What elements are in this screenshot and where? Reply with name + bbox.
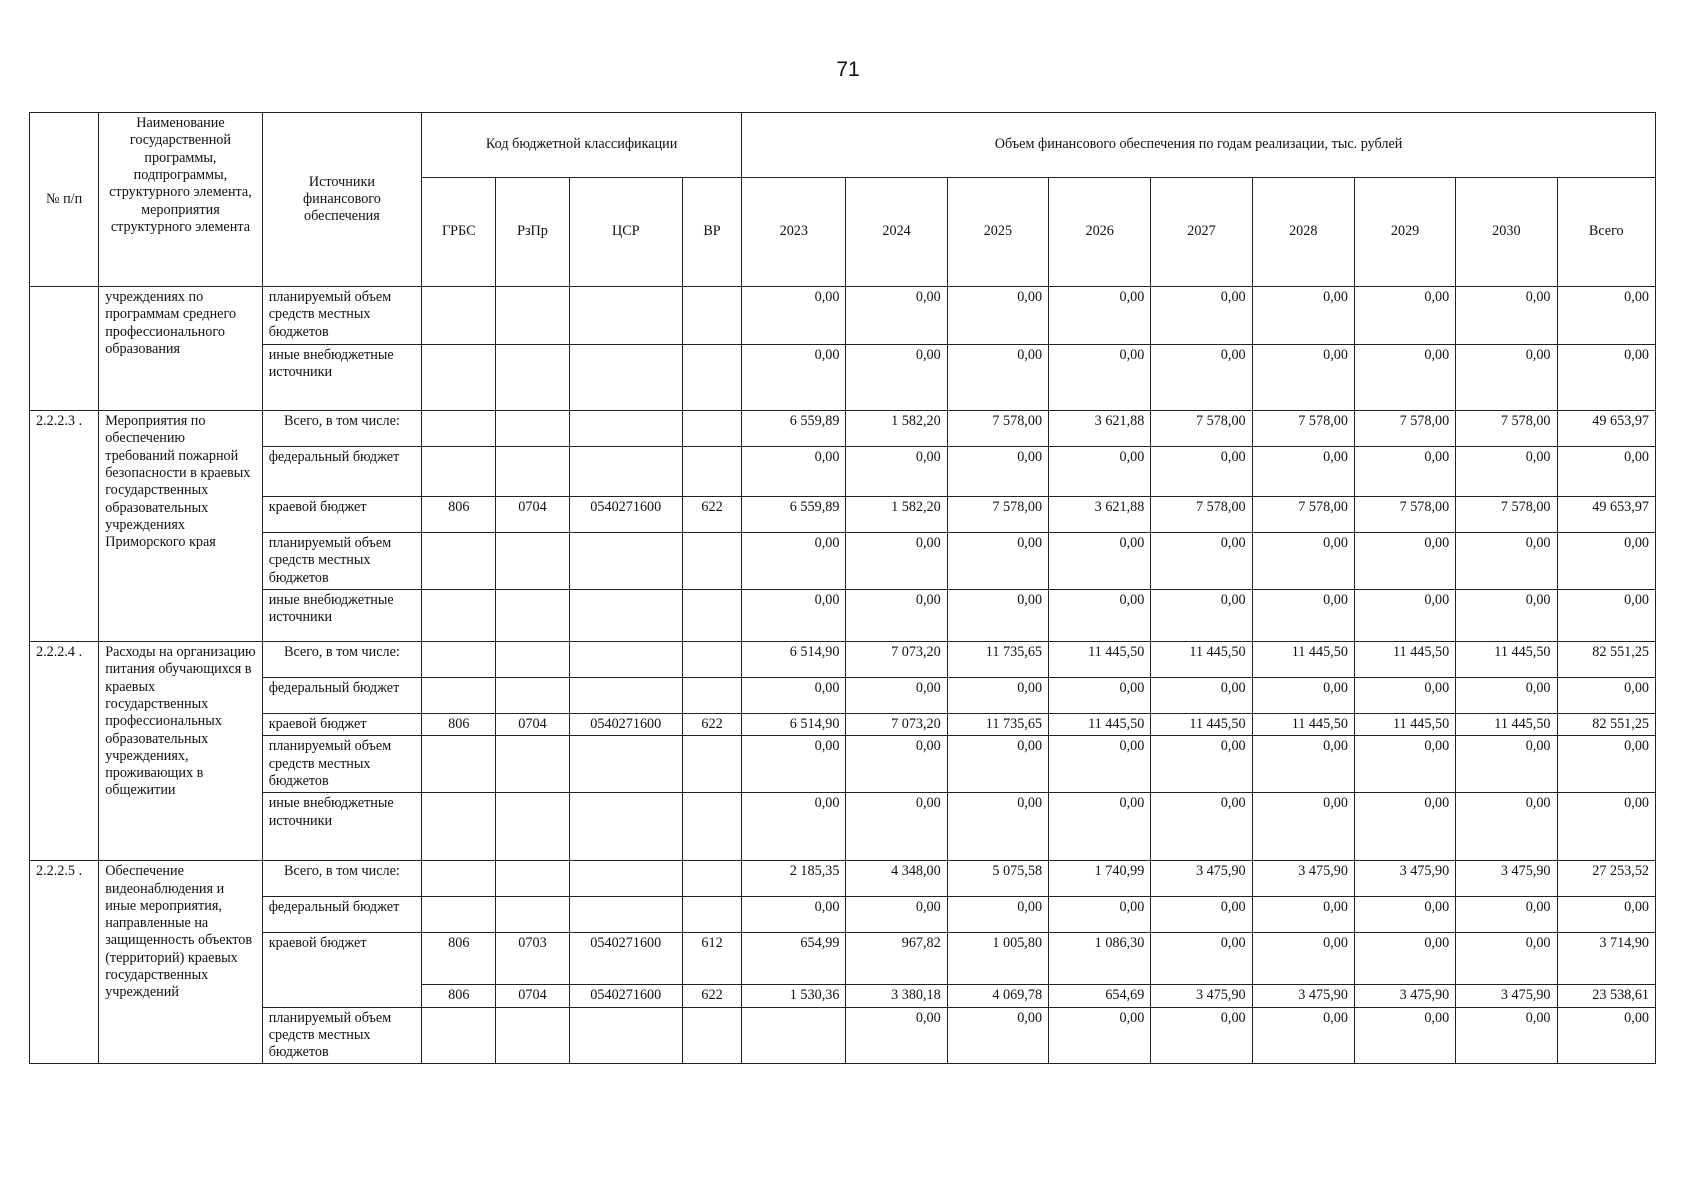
code-vr bbox=[682, 1007, 741, 1064]
row-source: планируемый объем средств местных бюджетов bbox=[262, 736, 421, 793]
year-value: 654,69 bbox=[1049, 985, 1151, 1007]
row-measure-name: учреждениях по программам среднего профессионального образования bbox=[99, 287, 262, 411]
code-grbs bbox=[422, 345, 496, 411]
year-value: 0,00 bbox=[846, 345, 947, 411]
table-row bbox=[30, 497, 1656, 533]
header-finance-group: Объем финансового обеспечения по годам реализации, тыс. рублей bbox=[742, 113, 1656, 178]
header-year: 2029 bbox=[1354, 178, 1455, 287]
code-grbs: 806 bbox=[422, 713, 496, 735]
year-value: 1 086,30 bbox=[1049, 933, 1151, 985]
code-rzpr: 0704 bbox=[496, 985, 569, 1007]
code-vr: 622 bbox=[682, 713, 741, 735]
year-value: 0,00 bbox=[1252, 933, 1354, 985]
year-value: 0,00 bbox=[1049, 447, 1151, 497]
year-value: 2 185,35 bbox=[742, 861, 846, 897]
total-value: 0,00 bbox=[1557, 287, 1655, 345]
year-value: 0,00 bbox=[742, 345, 846, 411]
header-source: Источники финансового обеспечения bbox=[262, 113, 421, 287]
year-value: 0,00 bbox=[742, 287, 846, 345]
year-value: 3 475,90 bbox=[1456, 985, 1557, 1007]
year-value: 0,00 bbox=[1354, 933, 1455, 985]
year-value: 0,00 bbox=[846, 589, 947, 641]
year-value: 6 559,89 bbox=[742, 411, 846, 447]
year-value: 7 073,20 bbox=[846, 713, 947, 735]
code-vr bbox=[682, 736, 741, 793]
code-grbs bbox=[422, 897, 496, 933]
code-grbs: 806 bbox=[422, 497, 496, 533]
year-value: 7 578,00 bbox=[1354, 497, 1455, 533]
code-vr: 612 bbox=[682, 933, 741, 985]
row-source: федеральный бюджет bbox=[262, 447, 421, 497]
year-value: 4 069,78 bbox=[947, 985, 1048, 1007]
table-row bbox=[30, 641, 1656, 677]
row-source: федеральный бюджет bbox=[262, 897, 421, 933]
year-value: 0,00 bbox=[1354, 897, 1455, 933]
code-rzpr bbox=[496, 447, 569, 497]
year-value: 0,00 bbox=[742, 589, 846, 641]
code-vr bbox=[682, 447, 741, 497]
year-value: 0,00 bbox=[1151, 736, 1252, 793]
year-value: 11 445,50 bbox=[1252, 713, 1354, 735]
year-value: 0,00 bbox=[1456, 1007, 1557, 1064]
year-value: 7 578,00 bbox=[1456, 411, 1557, 447]
header-name: Наименование государственной программы, подпрограммы, структурного элемента, мероприятия структурного элемента bbox=[99, 113, 262, 287]
row-number: 2.2.2.3 . bbox=[30, 411, 99, 642]
year-value: 0,00 bbox=[1252, 677, 1354, 713]
year-value: 7 578,00 bbox=[1456, 497, 1557, 533]
year-value: 3 475,90 bbox=[1151, 985, 1252, 1007]
year-value: 7 578,00 bbox=[947, 497, 1048, 533]
table-row bbox=[30, 933, 1656, 985]
table-row bbox=[30, 533, 1656, 590]
year-value: 6 559,89 bbox=[742, 497, 846, 533]
code-csr bbox=[569, 411, 682, 447]
year-value: 0,00 bbox=[947, 736, 1048, 793]
year-value: 0,00 bbox=[1456, 897, 1557, 933]
code-rzpr bbox=[496, 897, 569, 933]
code-csr bbox=[569, 861, 682, 897]
code-csr: 0540271600 bbox=[569, 985, 682, 1007]
code-rzpr bbox=[496, 287, 569, 345]
row-source: федеральный бюджет bbox=[262, 677, 421, 713]
year-value: 0,00 bbox=[846, 736, 947, 793]
table-row bbox=[30, 1007, 1656, 1064]
row-source: планируемый объем средств местных бюджетов bbox=[262, 287, 421, 345]
page-number: 71 bbox=[836, 58, 860, 81]
year-value: 0,00 bbox=[1354, 345, 1455, 411]
year-value: 0,00 bbox=[846, 677, 947, 713]
row-number: 2.2.2.4 . bbox=[30, 641, 99, 860]
table-row bbox=[30, 447, 1656, 497]
code-vr bbox=[682, 897, 741, 933]
year-value: 0,00 bbox=[1151, 677, 1252, 713]
year-value: 0,00 bbox=[1456, 589, 1557, 641]
year-value: 0,00 bbox=[742, 897, 846, 933]
total-value: 0,00 bbox=[1557, 447, 1655, 497]
row-source: краевой бюджет bbox=[262, 713, 421, 735]
table-row bbox=[30, 713, 1656, 735]
code-rzpr: 0704 bbox=[496, 497, 569, 533]
year-value: 0,00 bbox=[1354, 677, 1455, 713]
year-value: 1 005,80 bbox=[947, 933, 1048, 985]
year-value: 11 445,50 bbox=[1252, 641, 1354, 677]
budget-table bbox=[29, 112, 1656, 1064]
total-value: 82 551,25 bbox=[1557, 641, 1655, 677]
row-number bbox=[30, 287, 99, 411]
year-value: 0,00 bbox=[1252, 793, 1354, 861]
row-source: Всего, в том числе: bbox=[262, 641, 421, 677]
year-value: 0,00 bbox=[947, 287, 1048, 345]
year-value: 0,00 bbox=[1354, 1007, 1455, 1064]
year-value: 0,00 bbox=[1456, 933, 1557, 985]
year-value: 0,00 bbox=[1151, 1007, 1252, 1064]
year-value: 3 380,18 bbox=[846, 985, 947, 1007]
code-rzpr bbox=[496, 1007, 569, 1064]
year-value: 0,00 bbox=[1151, 793, 1252, 861]
year-value: 0,00 bbox=[742, 533, 846, 590]
year-value: 0,00 bbox=[742, 736, 846, 793]
total-value: 49 653,97 bbox=[1557, 497, 1655, 533]
row-source: краевой бюджет bbox=[262, 933, 421, 1007]
year-value: 11 445,50 bbox=[1456, 713, 1557, 735]
header-year: 2024 bbox=[846, 178, 947, 287]
code-grbs: 806 bbox=[422, 985, 496, 1007]
code-rzpr bbox=[496, 793, 569, 861]
year-value bbox=[742, 1007, 846, 1064]
year-value: 0,00 bbox=[1151, 533, 1252, 590]
code-rzpr bbox=[496, 641, 569, 677]
code-csr: 0540271600 bbox=[569, 497, 682, 533]
year-value: 11 445,50 bbox=[1151, 641, 1252, 677]
year-value: 0,00 bbox=[1354, 589, 1455, 641]
year-value: 0,00 bbox=[742, 447, 846, 497]
code-grbs bbox=[422, 589, 496, 641]
row-number: 2.2.2.5 . bbox=[30, 861, 99, 1064]
code-csr bbox=[569, 897, 682, 933]
table-row bbox=[30, 589, 1656, 641]
year-value: 0,00 bbox=[1049, 1007, 1151, 1064]
year-value: 0,00 bbox=[1252, 447, 1354, 497]
year-value: 0,00 bbox=[1252, 345, 1354, 411]
code-csr bbox=[569, 533, 682, 590]
year-value: 3 475,90 bbox=[1456, 861, 1557, 897]
year-value: 0,00 bbox=[1049, 589, 1151, 641]
year-value: 0,00 bbox=[1354, 447, 1455, 497]
code-vr: 622 bbox=[682, 497, 741, 533]
year-value: 0,00 bbox=[1354, 736, 1455, 793]
table-row bbox=[30, 345, 1656, 411]
year-value: 6 514,90 bbox=[742, 641, 846, 677]
code-rzpr bbox=[496, 677, 569, 713]
code-vr bbox=[682, 677, 741, 713]
total-value: 0,00 bbox=[1557, 897, 1655, 933]
year-value: 0,00 bbox=[1252, 533, 1354, 590]
table-row bbox=[30, 677, 1656, 713]
year-value: 0,00 bbox=[1151, 589, 1252, 641]
year-value: 11 445,50 bbox=[1456, 641, 1557, 677]
table-row bbox=[30, 411, 1656, 447]
year-value: 3 475,90 bbox=[1151, 861, 1252, 897]
year-value: 0,00 bbox=[1456, 736, 1557, 793]
year-value: 0,00 bbox=[1151, 447, 1252, 497]
year-value: 7 578,00 bbox=[1151, 497, 1252, 533]
year-value: 7 578,00 bbox=[1354, 411, 1455, 447]
year-value: 0,00 bbox=[1151, 287, 1252, 345]
year-value: 0,00 bbox=[1456, 677, 1557, 713]
year-value: 11 445,50 bbox=[1049, 713, 1151, 735]
code-rzpr bbox=[496, 411, 569, 447]
code-csr bbox=[569, 677, 682, 713]
year-value: 11 445,50 bbox=[1354, 713, 1455, 735]
year-value: 11 445,50 bbox=[1049, 641, 1151, 677]
year-value: 0,00 bbox=[1049, 677, 1151, 713]
code-grbs bbox=[422, 861, 496, 897]
year-value: 0,00 bbox=[846, 447, 947, 497]
year-value: 3 621,88 bbox=[1049, 497, 1151, 533]
code-rzpr bbox=[496, 736, 569, 793]
code-grbs bbox=[422, 641, 496, 677]
code-grbs: 806 bbox=[422, 933, 496, 985]
total-value: 27 253,52 bbox=[1557, 861, 1655, 897]
code-csr bbox=[569, 345, 682, 411]
year-value: 0,00 bbox=[742, 677, 846, 713]
year-value: 11 735,65 bbox=[947, 713, 1048, 735]
year-value: 11 445,50 bbox=[1151, 713, 1252, 735]
row-measure-name: Обеспечение видеонаблюдения и иные мероприятия, направленные на защищенность объектов (территорий) краевых государственных учреждений bbox=[99, 861, 262, 1064]
year-value: 0,00 bbox=[1252, 589, 1354, 641]
code-vr: 622 bbox=[682, 985, 741, 1007]
total-value: 82 551,25 bbox=[1557, 713, 1655, 735]
year-value: 0,00 bbox=[1049, 736, 1151, 793]
code-grbs bbox=[422, 1007, 496, 1064]
year-value: 0,00 bbox=[1252, 1007, 1354, 1064]
header-year: 2028 bbox=[1252, 178, 1354, 287]
code-vr bbox=[682, 287, 741, 345]
code-grbs bbox=[422, 793, 496, 861]
code-rzpr: 0703 bbox=[496, 933, 569, 985]
code-csr bbox=[569, 1007, 682, 1064]
code-grbs bbox=[422, 411, 496, 447]
year-value: 0,00 bbox=[846, 533, 947, 590]
total-value: 3 714,90 bbox=[1557, 933, 1655, 985]
year-value: 11 735,65 bbox=[947, 641, 1048, 677]
year-value: 967,82 bbox=[846, 933, 947, 985]
year-value: 0,00 bbox=[1151, 345, 1252, 411]
year-value: 0,00 bbox=[742, 793, 846, 861]
header-year: 2025 bbox=[947, 178, 1048, 287]
year-value: 1 530,36 bbox=[742, 985, 846, 1007]
code-vr bbox=[682, 345, 741, 411]
code-grbs bbox=[422, 533, 496, 590]
year-value: 0,00 bbox=[1049, 287, 1151, 345]
table-row bbox=[30, 861, 1656, 897]
row-source: Всего, в том числе: bbox=[262, 411, 421, 447]
year-value: 1 582,20 bbox=[846, 411, 947, 447]
year-value: 0,00 bbox=[1354, 533, 1455, 590]
code-grbs bbox=[422, 287, 496, 345]
year-value: 3 475,90 bbox=[1252, 861, 1354, 897]
year-value: 0,00 bbox=[846, 897, 947, 933]
year-value: 7 578,00 bbox=[1151, 411, 1252, 447]
year-value: 0,00 bbox=[1252, 287, 1354, 345]
year-value: 0,00 bbox=[1456, 345, 1557, 411]
total-value: 0,00 bbox=[1557, 345, 1655, 411]
code-vr bbox=[682, 861, 741, 897]
header-total: Всего bbox=[1557, 178, 1655, 287]
total-value: 0,00 bbox=[1557, 533, 1655, 590]
header-vr: ВР bbox=[682, 178, 741, 287]
table-row bbox=[30, 897, 1656, 933]
code-grbs bbox=[422, 677, 496, 713]
code-csr bbox=[569, 287, 682, 345]
year-value: 0,00 bbox=[1049, 793, 1151, 861]
header-year: 2027 bbox=[1151, 178, 1252, 287]
code-rzpr bbox=[496, 533, 569, 590]
code-csr: 0540271600 bbox=[569, 933, 682, 985]
total-value: 0,00 bbox=[1557, 1007, 1655, 1064]
year-value: 0,00 bbox=[1049, 345, 1151, 411]
code-vr bbox=[682, 411, 741, 447]
year-value: 0,00 bbox=[846, 1007, 947, 1064]
year-value: 7 578,00 bbox=[1252, 497, 1354, 533]
code-csr bbox=[569, 736, 682, 793]
header-year: 2023 bbox=[742, 178, 846, 287]
total-value: 0,00 bbox=[1557, 677, 1655, 713]
code-csr: 0540271600 bbox=[569, 713, 682, 735]
year-value: 7 578,00 bbox=[1252, 411, 1354, 447]
row-source: планируемый объем средств местных бюджетов bbox=[262, 533, 421, 590]
code-vr bbox=[682, 589, 741, 641]
row-source: планируемый объем средств местных бюджетов bbox=[262, 1007, 421, 1064]
year-value: 6 514,90 bbox=[742, 713, 846, 735]
row-source: иные внебюджетные источники bbox=[262, 345, 421, 411]
year-value: 654,99 bbox=[742, 933, 846, 985]
total-value: 23 538,61 bbox=[1557, 985, 1655, 1007]
year-value: 3 621,88 bbox=[1049, 411, 1151, 447]
year-value: 11 445,50 bbox=[1354, 641, 1455, 677]
year-value: 1 740,99 bbox=[1049, 861, 1151, 897]
year-value: 0,00 bbox=[947, 533, 1048, 590]
header-grbs: ГРБС bbox=[422, 178, 496, 287]
year-value: 0,00 bbox=[1354, 287, 1455, 345]
row-source: иные внебюджетные источники bbox=[262, 589, 421, 641]
total-value: 0,00 bbox=[1557, 589, 1655, 641]
year-value: 0,00 bbox=[1456, 447, 1557, 497]
code-csr bbox=[569, 589, 682, 641]
code-vr bbox=[682, 641, 741, 677]
row-source: иные внебюджетные источники bbox=[262, 793, 421, 861]
year-value: 0,00 bbox=[1049, 897, 1151, 933]
total-value: 49 653,97 bbox=[1557, 411, 1655, 447]
header-year: 2030 bbox=[1456, 178, 1557, 287]
table-row bbox=[30, 793, 1656, 861]
year-value: 0,00 bbox=[947, 677, 1048, 713]
year-value: 0,00 bbox=[1456, 793, 1557, 861]
code-rzpr bbox=[496, 589, 569, 641]
total-value: 0,00 bbox=[1557, 736, 1655, 793]
row-source: Всего, в том числе: bbox=[262, 861, 421, 897]
year-value: 7 578,00 bbox=[947, 411, 1048, 447]
year-value: 0,00 bbox=[1354, 793, 1455, 861]
header-rzpr: РзПр bbox=[496, 178, 569, 287]
year-value: 7 073,20 bbox=[846, 641, 947, 677]
year-value: 1 582,20 bbox=[846, 497, 947, 533]
year-value: 4 348,00 bbox=[846, 861, 947, 897]
code-grbs bbox=[422, 447, 496, 497]
year-value: 0,00 bbox=[1049, 533, 1151, 590]
code-rzpr bbox=[496, 861, 569, 897]
year-value: 0,00 bbox=[947, 345, 1048, 411]
code-rzpr: 0704 bbox=[496, 713, 569, 735]
year-value: 0,00 bbox=[846, 793, 947, 861]
year-value: 0,00 bbox=[1252, 736, 1354, 793]
year-value: 0,00 bbox=[1151, 933, 1252, 985]
table-row bbox=[30, 736, 1656, 793]
year-value: 0,00 bbox=[947, 1007, 1048, 1064]
row-measure-name: Мероприятия по обеспечению требований пожарной безопасности в краевых государственных образовательных учреждениях Приморского края bbox=[99, 411, 262, 642]
code-csr bbox=[569, 641, 682, 677]
year-value: 0,00 bbox=[1151, 897, 1252, 933]
header-kbk-group: Код бюджетной классификации bbox=[422, 113, 742, 178]
year-value: 5 075,58 bbox=[947, 861, 1048, 897]
year-value: 0,00 bbox=[947, 793, 1048, 861]
year-value: 0,00 bbox=[947, 589, 1048, 641]
table-row bbox=[30, 287, 1656, 345]
year-value: 0,00 bbox=[1252, 897, 1354, 933]
code-rzpr bbox=[496, 345, 569, 411]
year-value: 3 475,90 bbox=[1354, 985, 1455, 1007]
header-year: 2026 bbox=[1049, 178, 1151, 287]
year-value: 0,00 bbox=[947, 897, 1048, 933]
row-measure-name: Расходы на организацию питания обучающихся в краевых государственных профессиональных образовательных учреждениях, проживающих в общежитии bbox=[99, 641, 262, 860]
row-source: краевой бюджет bbox=[262, 497, 421, 533]
year-value: 0,00 bbox=[947, 447, 1048, 497]
code-csr bbox=[569, 793, 682, 861]
code-grbs bbox=[422, 736, 496, 793]
year-value: 3 475,90 bbox=[1252, 985, 1354, 1007]
header-csr: ЦСР bbox=[569, 178, 682, 287]
year-value: 0,00 bbox=[1456, 533, 1557, 590]
code-vr bbox=[682, 533, 741, 590]
year-value: 3 475,90 bbox=[1354, 861, 1455, 897]
code-csr bbox=[569, 447, 682, 497]
table-body bbox=[30, 287, 1656, 1064]
year-value: 0,00 bbox=[1456, 287, 1557, 345]
code-vr bbox=[682, 793, 741, 861]
total-value: 0,00 bbox=[1557, 793, 1655, 861]
header-num: № п/п bbox=[30, 113, 99, 287]
year-value: 0,00 bbox=[846, 287, 947, 345]
